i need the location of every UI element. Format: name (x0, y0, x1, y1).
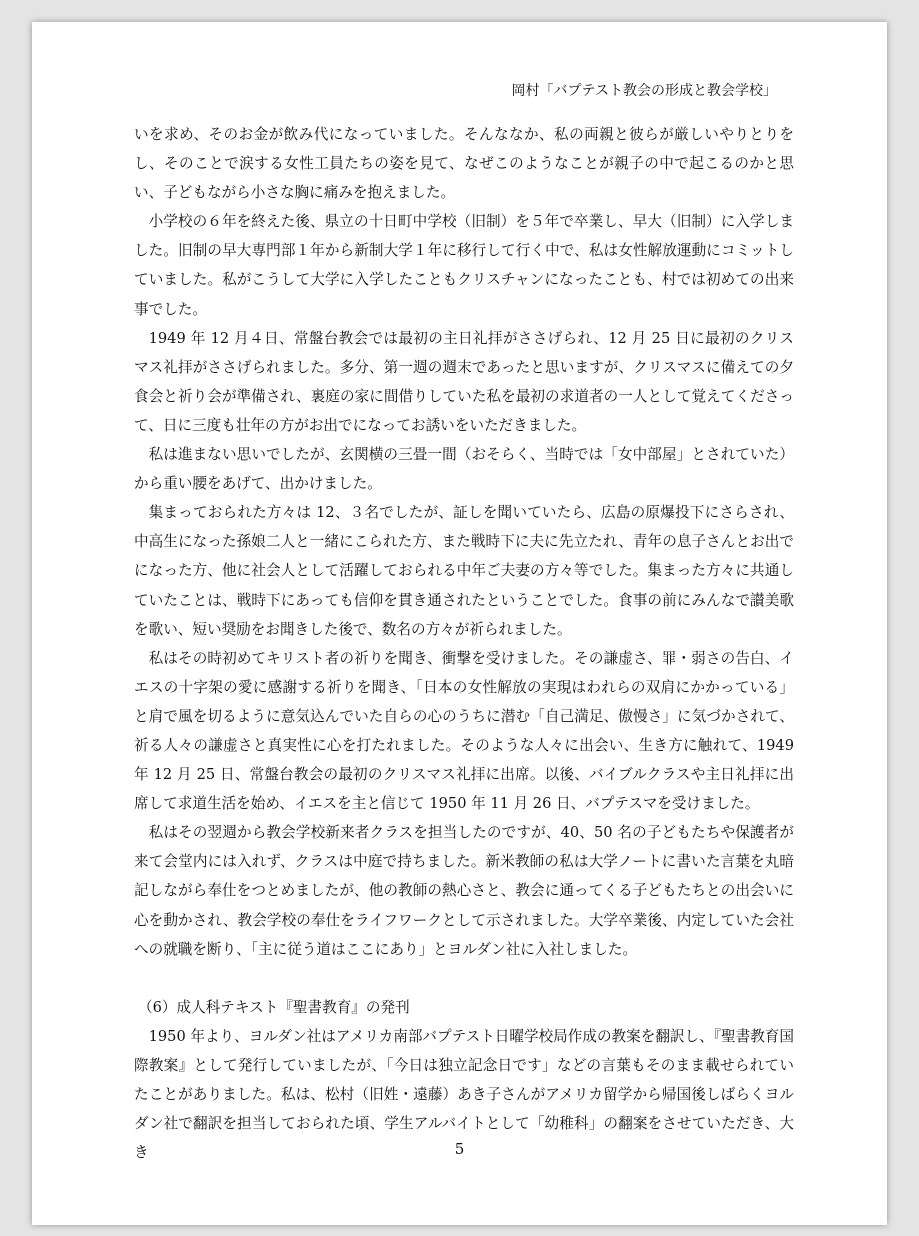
document-page (32, 22, 887, 1225)
paragraph-textbook: 1950 年より、ヨルダン社はアメリカ南部バプテスト日曜学校局作成の教案を翻訳し、『聖書教育国際教案』として発行していましたが、「今日は独立記念日です」などの言葉もそのまま載せられていたことがありました。私は、松村（旧姓・遠藤）あき子さんがアメリカ留学から帰国後しばらくヨルダン社で翻訳を担当しておられた頃、学生アルバイトとして「幼稚科」の翻案をさせていただき、大き (134, 1027, 794, 1162)
page-number: 5 (454, 1140, 465, 1158)
paragraph-continuation: いを求め、そのお金が飲み代になっていました。そんななか、私の両親と彼らが厳しいやりとりをし、そのことで涙する女性工員たちの姿を見て、なぜこのようなことが親子の中で起こるのかと思い、子どもながら小さな胸に痛みを抱えました。 (134, 126, 794, 202)
section-heading: （6）成人科テキスト『聖書教育』の発刊 (138, 998, 410, 1016)
paragraph-first-worship: 1949 年 12 月４日、常盤台教会では最初の主日礼拝がささげられ、12 月 25 日に最初のクリスマス礼拝がささげられました。多分、第一週の週末であったと思いますが、クリスマスに備えての夕食会と祈り会が準備され、裏庭の家に間借りしていた私を最初の求道者の一人として覚えてくださって、日に三度も壮年の方がお出でになってお誘いをいただきました。 (134, 329, 794, 434)
paragraph-prayer: 私はその時初めてキリスト者の祈りを聞き、衝撃を受けました。その謙虚さ、罪・弱さの告白、イエスの十字架の愛に感謝する祈りを聞き、「日本の女性解放の実現はわれらの双肩にかかっている」と肩で風を切るように意気込んでいた自らの心のうちに潜む「自己満足、傲慢さ」に気づかされて、祈る人々の謙虚さと真実性に心を打たれました。そのような人々に出会い、生き方に触れて、1949 年 12 月 25 日、常盤台教会の最初のクリスマス礼拝に出席。以後、バイブルクラスや主日礼拝に出席して求道生活を始め、イエスを主と信じて 1950 年 11 月 26 日、バプテスマを受けました。 (134, 649, 794, 813)
paragraph-reluctance: 私は進まない思いでしたが、玄関横の三畳一間（おそらく、当時では「女中部屋」とされていた）から重い腰をあげて、出かけました。 (134, 446, 794, 493)
paragraph-school: 小学校の６年を終えた後、県立の十日町中学校（旧制）を５年で卒業し、早大（旧制）に入学しました。旧制の早大専門部１年から新制大学１年に移行して行く中で、私は女性解放運動にコミットしていました。私がこうして大学に入学したこともクリスチャンになったことも、村では初めての出来事でした。 (134, 213, 794, 318)
body-text (134, 120, 794, 1167)
paragraph-gathering: 集まっておられた方々は 12、３名でしたが、証しを聞いていたら、広島の原爆投下にさらされ、中高生になった孫娘二人と一緒にこられた方、また戦時下に夫に先立たれ、青年の息子さんとお出でになった方、他に社会人として活躍しておられる中年ご夫妻の方々等でした。集まった方々に共通していたことは、戦時下にあっても信仰を貫き通されたということでした。食事の前にみんなで讃美歌を歌い、短い奨励をお聞きした後で、数名の方々が祈られました。 (134, 504, 794, 638)
running-header: 岡村「バプテスト教会の形成と教会学校」 (511, 83, 777, 99)
paragraph-church-school: 私はその翌週から教会学校新来者クラスを担当したのですが、40、50 名の子どもたちや保護者が来て会堂内には入れず、クラスは中庭で持ちました。新米教師の私は大学ノートに書いた言葉を丸暗記しながら奉仕をつとめましたが、他の教師の熱心さと、教会に通ってくる子どもたちとの出会いに心を動かされ、教会学校の奉仕をライフワークとして示されました。大学卒業後、内定していた会社への就職を断り、「主に従う道はここにあり」とヨルダン社に入社しました。 (134, 824, 794, 958)
